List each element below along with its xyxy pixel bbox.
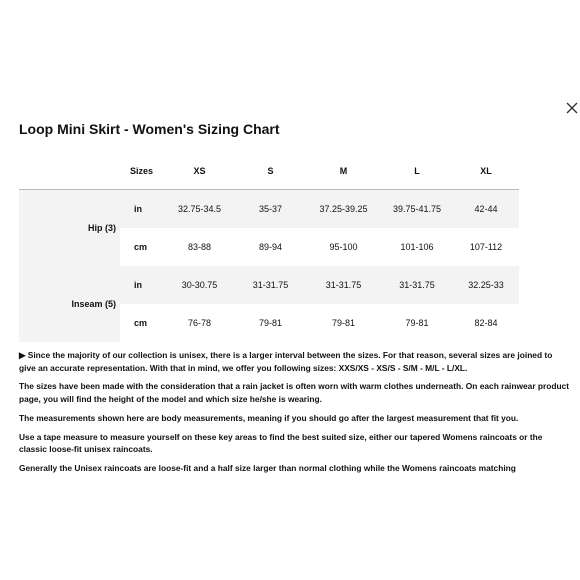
note-paragraph: Generally the Unisex raincoats are loose-fit and a half size larger than normal clothing while the Womens raincoats matching bbox=[19, 462, 516, 473]
table-cell: 32.25-33 bbox=[453, 266, 519, 304]
close-icon bbox=[565, 101, 579, 115]
table-row-inseam-in bbox=[19, 266, 519, 304]
table-cell: 35-37 bbox=[235, 190, 306, 229]
note-paragraph: The sizes have been made with the consideration that a rain jacket is often worn with warm clothes underneath. On each rainwear product page, you will find the height of the model and which size he/she is wearing. bbox=[19, 381, 570, 405]
table-cell: 83-88 bbox=[187, 242, 212, 252]
header-size-xl: XL bbox=[453, 153, 519, 190]
unit-label: in bbox=[120, 266, 164, 304]
table-cell: 89-94 bbox=[258, 242, 283, 252]
table-cell: 31-31.75 bbox=[381, 266, 453, 304]
table-cell: 39.75-41.75 bbox=[381, 190, 453, 229]
table-cell: 82-84 bbox=[474, 318, 498, 328]
page-title: Loop Mini Skirt - Women's Sizing Chart bbox=[19, 121, 280, 137]
table-cell: 76-78 bbox=[187, 318, 212, 328]
group-label-inseam: Inseam (5) bbox=[19, 266, 120, 342]
header-size-m: M bbox=[306, 153, 381, 190]
sizing-table bbox=[19, 153, 519, 342]
table-cell: 30-30.75 bbox=[164, 266, 235, 304]
table-cell: 42-44 bbox=[453, 190, 519, 229]
table-row-hip-in bbox=[19, 190, 519, 229]
table-cell: 79-81 bbox=[405, 318, 429, 328]
sizing-notes bbox=[19, 349, 571, 481]
table-cell: 31-31.75 bbox=[306, 266, 381, 304]
header-sizes-label: Sizes bbox=[120, 153, 164, 190]
note-paragraph: The measurements shown here are body measurements, meaning if you should go after the largest measurement that fit you. bbox=[19, 412, 519, 423]
unit-label: cm bbox=[134, 242, 148, 252]
group-label-hip: Hip (3) bbox=[19, 190, 120, 267]
unit-label: cm bbox=[134, 318, 148, 328]
note-paragraph: ▶ Since the majority of our collection is unisex, there is a larger interval between the sizes. For that reason, several sizes are joined to give an accurate representation. With that in mind, we offer you following sizes: XXS/XS - XS/S - S/M - M/L - L/XL. bbox=[19, 350, 553, 373]
table-cell: 79-81 bbox=[258, 318, 283, 328]
close-button[interactable] bbox=[565, 101, 580, 117]
table-cell: 101-106 bbox=[400, 242, 434, 252]
header-spacer bbox=[19, 153, 120, 190]
header-size-l: L bbox=[381, 153, 453, 190]
table-cell: 95-100 bbox=[329, 242, 358, 252]
unit-label: in bbox=[120, 190, 164, 229]
table-cell: 107-112 bbox=[469, 242, 503, 252]
table-cell: 32.75-34.5 bbox=[164, 190, 235, 229]
header-size-xs: XS bbox=[164, 153, 235, 190]
header-size-s: S bbox=[235, 153, 306, 190]
table-cell: 31-31.75 bbox=[235, 266, 306, 304]
table-header-row bbox=[19, 153, 519, 190]
table-cell: 37.25-39.25 bbox=[306, 190, 381, 229]
table-cell: 79-81 bbox=[331, 318, 356, 328]
note-paragraph: Use a tape measure to measure yourself on these key areas to find the best suited size, either our tapered Womens raincoats or the classic loose-fit unisex raincoats. bbox=[19, 431, 543, 455]
